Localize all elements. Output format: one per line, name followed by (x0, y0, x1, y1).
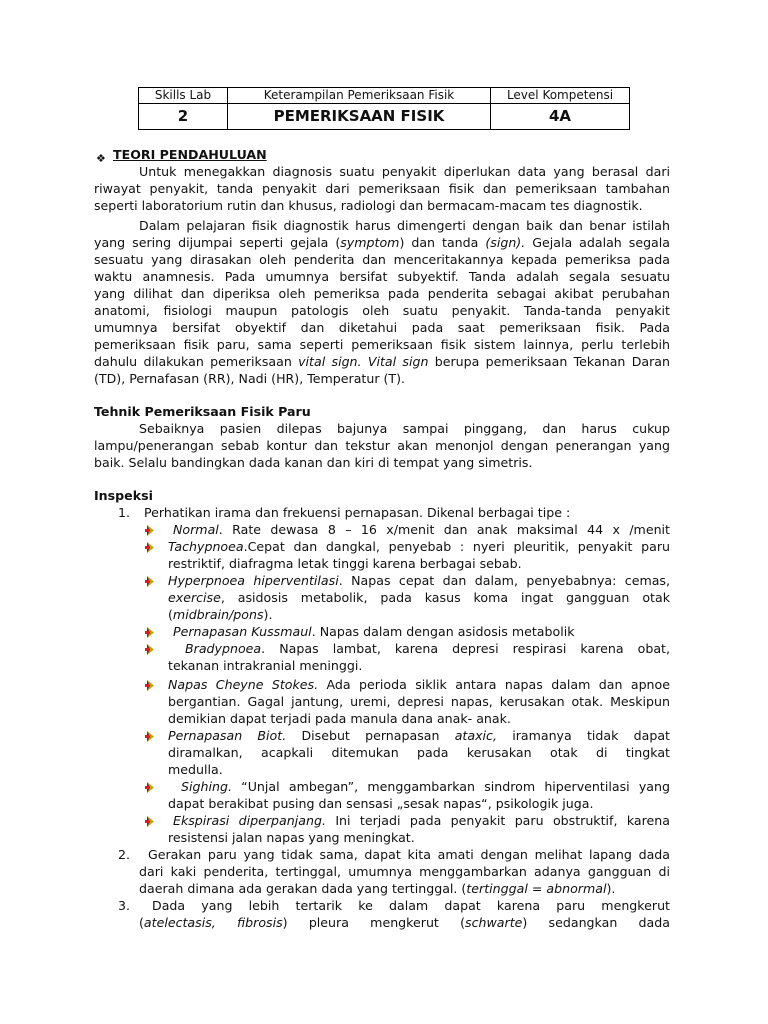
arrow-bullet-icon (145, 525, 156, 536)
bullet-bradypnoea-line2: tekanan intrakranial meninggi. (168, 658, 363, 673)
section-title-teori: TEORI PENDAHULUAN (113, 147, 267, 162)
arrow-bullet-icon (145, 542, 156, 553)
intro-p2-line6: anatomi, fisiologi maupun patologis oleh suatu penyakit. Tanda-tanda penyakit (94, 303, 670, 318)
intro-p1-line1: Untuk menegakkan diagnosis suatu penyakit diperlukan data yang berasal dari (139, 164, 670, 179)
intro-p2-line7: umumnya bersifat obyektif dan diketahui pada saat pemeriksaan fisik. Pada (94, 320, 670, 335)
list-number-1: 1. (118, 505, 131, 520)
bullet-ekspirasi: Ekspirasi diperpanjang. Ini terjadi pada penyakit paru obstruktif, karena (173, 813, 670, 828)
intro-p2-line4: waktu anamnesis. Pada umumnya bersifat subyektif. Tanda adalah segala sesuatu (94, 269, 670, 284)
bullet-sighing: Sighing. “Unjal ambegan”, menggambarkan sindrom hiperventilasi yang (181, 779, 670, 794)
intro-p2-line3: sesuatu yang dirasakan oleh penderita dan menceritakannya kepada pemeriksa pada (94, 252, 670, 267)
header-table (138, 87, 630, 130)
bullet-cheyne-stokes-line2: bergantian. Gagal jantung, uremi, depresi napas, kerusakan otak. Meskipun (168, 694, 670, 709)
bullet-bradypnoea: Bradypnoea. Napas lambat, karena depresi respirasi karena obat, (185, 641, 670, 656)
intro-p2-line1: Dalam pelajaran fisik diagnostik harus dimengerti dengan baik dan benar istilah (139, 218, 670, 233)
diamond-bullet-icon: ❖ (96, 152, 106, 165)
tehnik-line3: baik. Selalu bandingkan dada kanan dan kiri di tempat yang simetris. (94, 455, 533, 470)
list-number-3: 3. (118, 898, 131, 913)
intro-p2-line9: dahulu dilakukan pemeriksaan vital sign. Vital sign berupa pemeriksaan Tekanan Daran (94, 354, 670, 369)
intro-p1-line3: seperti laboratorium rutin dan khusus, radiologi dan bermacam-macam tes diagnostik. (94, 198, 643, 213)
intro-p1-line2: riwayat penyakit, tanda penyakit dari pemeriksaan fisik dan pemeriksaan tambahan (94, 181, 670, 196)
arrow-bullet-icon (145, 680, 156, 691)
bullet-ekspirasi-line2: resistensi jalan napas yang meningkat. (168, 830, 415, 845)
bullet-biot-line3: medulla. (168, 762, 223, 777)
bullet-biot: Pernapasan Biot. Disebut pernapasan ataxic, iramanya tidak dapat (168, 728, 670, 743)
header-keterampilan: Keterampilan Pemeriksaan Fisik (228, 88, 491, 104)
arrow-bullet-icon (145, 576, 156, 587)
inspeksi-item3-line1: Dada yang lebih tertarik ke dalam dapat karena paru mengkerut (152, 898, 670, 913)
tehnik-line2: lampu/penerangan sebab kontur dan tekstur akan menonjol dengan penerangan yang (94, 438, 670, 453)
bullet-kussmaul: Pernapasan Kussmaul. Napas dalam dengan asidosis metabolik (173, 624, 575, 639)
intro-p2-line2: yang sering dijumpai seperti gejala (symptom) dan tanda (sign). Gejala adalah segala (94, 235, 670, 250)
bullet-hyperpnoea: Hyperpnoea hiperventilasi. Napas cepat dan dalam, penyebabnya: cemas, (168, 573, 670, 588)
bullet-tachypnoea-line2: restriktif, diafragma letak tinggi karena berbagai sebab. (168, 556, 522, 571)
bullet-hyperpnoea-line2: exercise, asidosis metabolik, pada kasus koma ingat gangguan otak (168, 590, 670, 605)
bullet-cheyne-stokes: Napas Cheyne Stokes. Ada perioda siklik antara napas dalam dan apnoe (168, 677, 670, 692)
header-skills-lab: Skills Lab (139, 88, 228, 104)
bullet-sighing-line2: dapat berakibat pusing dan sensasi „sesak napas“, psikologik juga. (168, 796, 594, 811)
inspeksi-item1: Perhatikan irama dan frekuensi pernapasan. Dikenal berbagai tipe : (144, 505, 571, 520)
skills-lab-value: 2 (139, 104, 228, 130)
intro-p2-line8: pemeriksaan fisik paru, sama seperti pemeriksaan fisik sistem lainnya, perlu terlebih (94, 337, 670, 352)
arrow-bullet-icon (145, 782, 156, 793)
bullet-normal: Normal. Rate dewasa 8 – 16 x/menit dan anak maksimal 44 x /menit (173, 522, 670, 537)
bullet-biot-line2: diramalkan, acapkali ditemukan pada kerusakan otak di tingkat (168, 745, 670, 760)
inspeksi-item2-line3: daerah dimana ada gerakan dada yang tertinggal. (tertinggal = abnormal). (139, 881, 616, 896)
keterampilan-value: PEMERIKSAAN FISIK (228, 104, 491, 130)
bullet-tachypnoea: Tachypnoea.Cepat dan dangkal, penyebab : nyeri pleuritik, penyakit paru (168, 539, 670, 554)
level-value: 4A (491, 104, 630, 130)
section-title-tehnik: Tehnik Pemeriksaan Fisik Paru (94, 404, 311, 419)
arrow-bullet-icon (145, 731, 156, 742)
intro-p2-line5: yang dilihat dan diperiksa oleh pemeriksa pada penderita sebagai akibat perubahan (94, 286, 670, 301)
arrow-bullet-icon (145, 627, 156, 638)
bullet-cheyne-stokes-line3: demikian dapat terjadi pada manula dana anak- anak. (168, 711, 511, 726)
arrow-bullet-icon (145, 644, 156, 655)
arrow-bullet-icon (145, 816, 156, 827)
header-level: Level Kompetensi (491, 88, 630, 104)
list-number-2: 2. (118, 847, 131, 862)
inspeksi-item2-line1: Gerakan paru yang tidak sama, dapat kita amati dengan melihat lapang dada (148, 847, 670, 862)
inspeksi-item2-line2: dari kaki penderita, tertinggal, umumnya menggambarkan adanya gangguan di (139, 864, 670, 879)
inspeksi-item3-line2: (atelectasis, fibrosis) pleura mengkerut (schwarte) sedangkan dada (139, 915, 670, 930)
intro-p2-line10: (TD), Pernafasan (RR), Nadi (HR), Temperatur (T). (94, 371, 406, 386)
bullet-hyperpnoea-line3: (midbrain/pons). (168, 607, 273, 622)
tehnik-line1: Sebaiknya pasien dilepas bajunya sampai pinggang, dan harus cukup (139, 421, 670, 436)
section-title-inspeksi: Inspeksi (94, 488, 153, 503)
